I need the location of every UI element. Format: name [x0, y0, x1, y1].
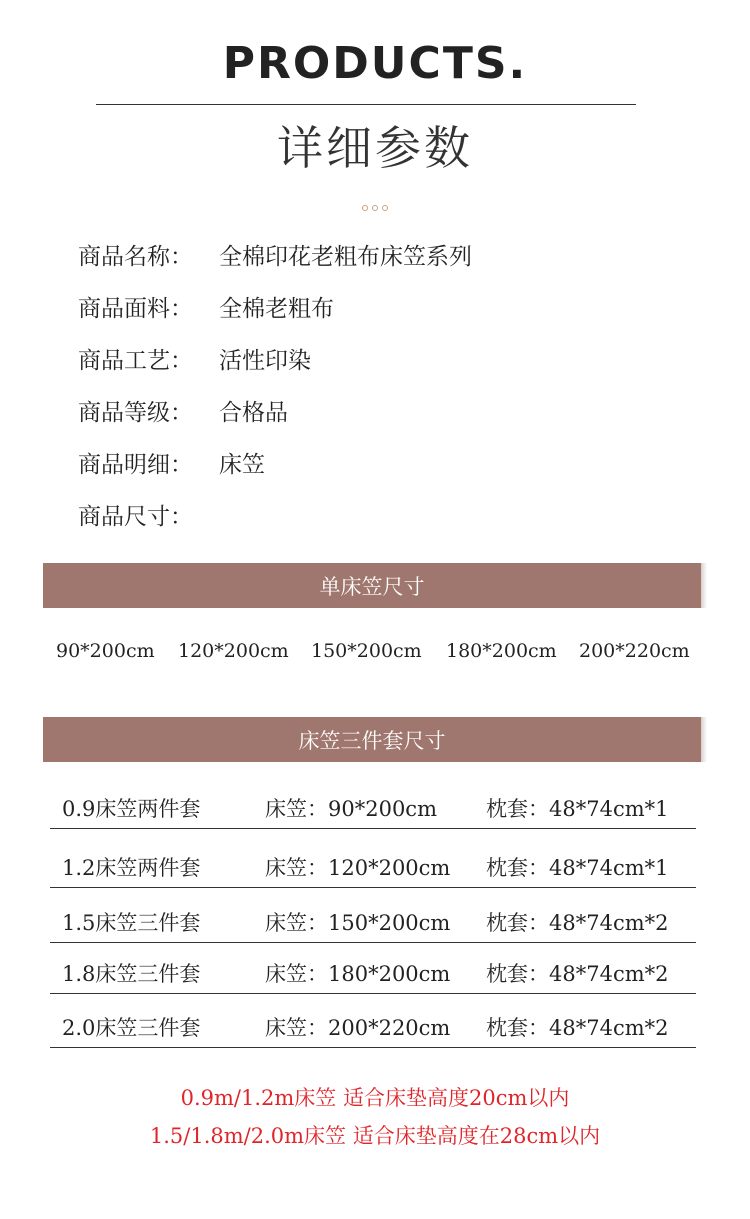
single-size-list: [56, 640, 696, 672]
size-item: 200*220cm: [579, 640, 690, 662]
fitted-size: 床笠：200*220cm: [265, 1016, 451, 1040]
param-value: 床笠: [219, 451, 265, 478]
param-value: 全棉老粗布: [219, 295, 334, 322]
title-divider: [96, 104, 636, 105]
band-shadow: [701, 717, 707, 762]
set-name: 1.5床笠三件套: [62, 911, 201, 935]
row-divider: [50, 942, 696, 943]
pillow-size: 枕套：48*74cm*1: [486, 797, 669, 821]
set-name: 0.9床笠两件套: [62, 797, 201, 821]
page-title-cn: 详细参数: [277, 121, 473, 175]
set-name: 1.2床笠两件套: [62, 856, 201, 880]
param-value: 全棉印花老粗布床笠系列: [219, 243, 472, 270]
param-label: 商品明细：: [78, 451, 193, 478]
band-shadow: [701, 563, 707, 608]
size-item: 180*200cm: [446, 640, 557, 662]
section-band-set: 床笠三件套尺寸: [43, 717, 701, 762]
param-row-detail: [78, 442, 265, 482]
table-row: [50, 899, 696, 943]
table-row: [50, 785, 696, 829]
param-row-name: [78, 234, 472, 274]
size-item: 150*200cm: [311, 640, 422, 662]
page-title-en: PRODUCTS.: [222, 38, 528, 89]
set-name: 2.0床笠三件套: [62, 1016, 201, 1040]
dot-icon: [362, 205, 368, 211]
row-divider: [50, 828, 696, 829]
section-band-single: 单床笠尺寸: [43, 563, 701, 608]
dot-icon: [382, 205, 388, 211]
pillow-size: 枕套：48*74cm*2: [486, 962, 669, 986]
fitted-size: 床笠：180*200cm: [265, 962, 451, 986]
param-label: 商品尺寸：: [78, 503, 193, 530]
dot-icon: [372, 205, 378, 211]
param-row-size: [78, 494, 219, 534]
table-row: [50, 1004, 696, 1048]
pillow-size: 枕套：48*74cm*1: [486, 856, 669, 880]
row-divider: [50, 887, 696, 888]
param-label: 商品面料：: [78, 295, 193, 322]
fitted-size: 床笠：150*200cm: [265, 911, 451, 935]
fitted-size: 床笠：90*200cm: [265, 797, 437, 821]
param-row-process: [78, 338, 311, 378]
param-label: 商品工艺：: [78, 347, 193, 374]
param-label: 商品等级：: [78, 399, 193, 426]
table-row: [50, 844, 696, 888]
decorative-dots: [0, 196, 750, 215]
set-name: 1.8床笠三件套: [62, 962, 201, 986]
row-divider: [50, 993, 696, 994]
pillow-size: 枕套：48*74cm*2: [486, 1016, 669, 1040]
table-row: [50, 950, 696, 994]
note-line-1: 0.9m/1.2m床笠 适合床垫高度20cm以内: [180, 1086, 570, 1110]
size-item: 120*200cm: [178, 640, 289, 662]
param-row-fabric: [78, 286, 334, 326]
param-value: 活性印染: [219, 347, 311, 374]
fitted-size: 床笠：120*200cm: [265, 856, 451, 880]
param-label: 商品名称：: [78, 243, 193, 270]
size-item: 90*200cm: [56, 640, 155, 662]
pillow-size: 枕套：48*74cm*2: [486, 911, 669, 935]
row-divider: [50, 1047, 696, 1048]
note-line-2: 1.5/1.8m/2.0m床笠 适合床垫高度在28cm以内: [149, 1124, 601, 1148]
param-value: 合格品: [219, 399, 288, 426]
param-row-grade: [78, 390, 288, 430]
